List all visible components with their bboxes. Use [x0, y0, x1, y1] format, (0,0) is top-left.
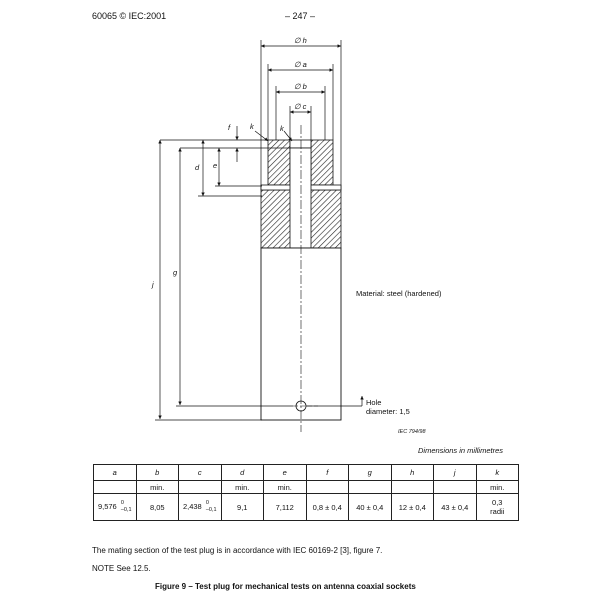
- value-cell-k: [476, 494, 519, 521]
- page-header-standard: 60065 © IEC:2001: [92, 11, 167, 21]
- figure-caption: Figure 9 – Test plug for mechanical tests on antenna coaxial sockets: [155, 582, 416, 591]
- label-k-inner: k: [280, 124, 284, 133]
- figure-reference: IEC 794/98: [398, 429, 426, 435]
- qualifier-cell: min.: [476, 481, 519, 494]
- table-value-row: [94, 494, 519, 521]
- header-cell: d: [221, 465, 264, 481]
- qualifier-cell: min.: [221, 481, 264, 494]
- label-f: f: [228, 123, 231, 132]
- qualifier-cell: [434, 481, 477, 494]
- qualifier-cell: min.: [136, 481, 179, 494]
- plug-body: [261, 125, 341, 432]
- header-cell: k: [476, 465, 519, 481]
- label-e: e: [213, 161, 218, 170]
- qualifier-cell: [391, 481, 434, 494]
- note-reference: NOTE See 12.5.: [92, 564, 151, 573]
- value-k-line2: radii: [490, 507, 505, 516]
- page-number: – 247 –: [285, 11, 316, 21]
- value-cell-j: 43 ± 0,4: [434, 494, 477, 521]
- hole-diameter-label: diameter: 1,5: [366, 407, 410, 416]
- label-k-outer: k: [250, 122, 254, 131]
- value-c-main: 2,438: [182, 501, 202, 511]
- material-note: Material: steel (hardened): [356, 289, 442, 298]
- header-cell: f: [306, 465, 349, 481]
- value-cell-e: 7,112: [264, 494, 307, 521]
- label-c: ∅ c: [294, 102, 307, 111]
- value-a-lower-tolerance: –0,1: [120, 507, 132, 513]
- qualifier-cell: [349, 481, 392, 494]
- dimensions-table: [93, 464, 519, 521]
- mating-section-note: The mating section of the test plug is in accordance with IEC 60169-2 [3], figure 7.: [92, 546, 383, 555]
- label-j: j: [152, 280, 154, 289]
- value-cell-c: [179, 494, 222, 521]
- qualifier-cell: [179, 481, 222, 494]
- value-cell-a: [94, 494, 137, 521]
- value-cell-b: 8,05: [136, 494, 179, 521]
- value-cell-g: 40 ± 0,4: [349, 494, 392, 521]
- label-b: ∅ b: [294, 82, 307, 91]
- label-a: ∅ a: [294, 60, 307, 69]
- table-header-row: [94, 465, 519, 481]
- header-cell: b: [136, 465, 179, 481]
- label-h: ∅ h: [294, 36, 307, 45]
- value-a-main: 9,576: [97, 501, 117, 511]
- qualifier-cell: [94, 481, 137, 494]
- value-cell-h: 12 ± 0,4: [391, 494, 434, 521]
- value-a-upper-tolerance: 0: [120, 500, 124, 506]
- value-k-line1: 0,3: [492, 498, 503, 507]
- value-c-upper-tolerance: 0: [205, 500, 209, 506]
- header-cell: h: [391, 465, 434, 481]
- header-cell: j: [434, 465, 477, 481]
- header-cell: a: [94, 465, 137, 481]
- header-cell: g: [349, 465, 392, 481]
- hole-label: Hole: [366, 398, 382, 407]
- table-qualifier-row: [94, 481, 519, 494]
- qualifier-cell: [306, 481, 349, 494]
- label-d: d: [195, 163, 200, 172]
- value-cell-f: 0,8 ± 0,4: [306, 494, 349, 521]
- value-cell-d: 9,1: [221, 494, 264, 521]
- label-g: g: [173, 268, 178, 277]
- header-cell: c: [179, 465, 222, 481]
- value-c-lower-tolerance: –0,1: [205, 507, 217, 513]
- header-cell: e: [264, 465, 307, 481]
- units-caption: Dimensions in millimetres: [418, 446, 504, 455]
- qualifier-cell: min.: [264, 481, 307, 494]
